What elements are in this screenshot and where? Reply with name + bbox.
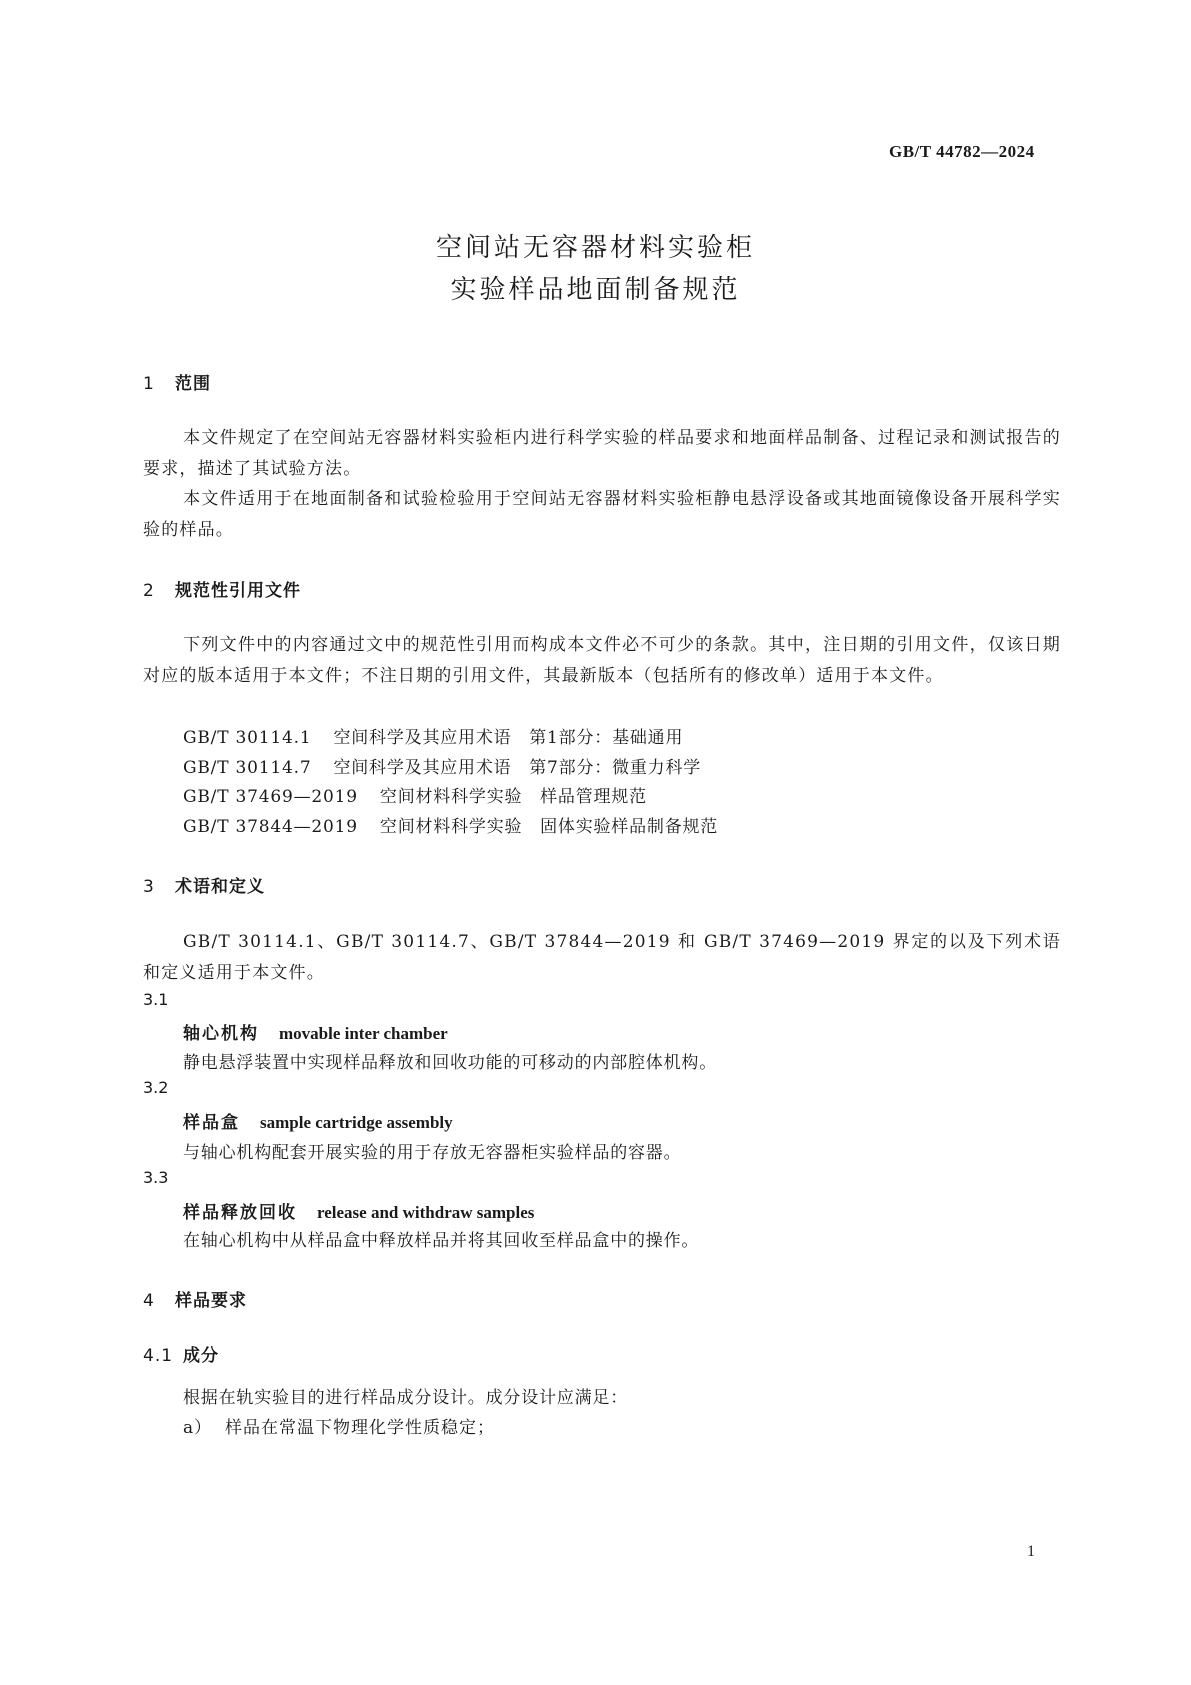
section-4-1-paragraph: 根据在轨实验目的进行样品成分设计。成分设计应满足： [183, 1388, 628, 1408]
subsection-4-1-heading [143, 1341, 219, 1366]
section-3-paragraph-1: GB/T 30114.1、GB/T 30114.7、GB/T 37844—2019 和 GB/T 37469—2019 界定的以及下列术语和定义适用于本文件。 [143, 932, 1061, 983]
section-number: 4 [143, 1291, 155, 1311]
term-definition: 与轴心机构配套开展实验的用于存放无容器柜实验样品的容器。 [183, 1143, 682, 1163]
term-definition: 静电悬浮装置中实现样品释放和回收功能的可移动的内部腔体机构。 [183, 1053, 717, 1073]
section-number: 2 [143, 581, 155, 601]
reference-item: GB/T 30114.7 空间科学及其应用术语 第7部分：微重力科学 [183, 758, 702, 778]
section-4-heading [143, 1286, 247, 1311]
reference-item: GB/T 37844—2019 空间材料科学实验 固体实验样品制备规范 [183, 817, 719, 837]
page-number: 1 [1027, 1543, 1035, 1560]
subsection-number: 4.1 [143, 1346, 174, 1366]
standard-code: GB/T 44782—2024 [889, 142, 1035, 161]
reference-item: GB/T 30114.1 空间科学及其应用术语 第1部分：基础通用 [183, 728, 684, 748]
list-item: a） 样品在常温下物理化学性质稳定； [183, 1418, 495, 1438]
section-2-paragraph-1: 下列文件中的内容通过文中的规范性引用而构成本文件必不可少的条款。其中，注日期的引用文件，仅该日期对应的版本适用于本文件；不注日期的引用文件，其最新版本（包括所有的修改单）适用于本文件。 [143, 635, 1061, 686]
section-2-heading [143, 576, 301, 601]
section-3-heading [143, 872, 265, 897]
section-number: 3 [143, 877, 155, 897]
section-1-paragraph-1: 本文件规定了在空间站无容器材料实验柜内进行科学实验的样品要求和地面样品制备、过程记录和测试报告的要求，描述了其试验方法。 [143, 428, 1061, 479]
section-title: 规范性引用文件 [175, 581, 301, 601]
section-1-paragraph-2: 本文件适用于在地面制备和试验检验用于空间站无容器材料实验柜静电悬浮设备或其地面镜像设备开展科学实验的样品。 [143, 489, 1061, 540]
section-title: 样品要求 [175, 1291, 247, 1311]
section-number: 1 [143, 374, 155, 394]
section-1-heading [143, 369, 211, 394]
term-number: 3.1 [143, 990, 169, 1009]
term-number: 3.3 [143, 1168, 169, 1187]
document-title-line1: 空间站无容器材料实验柜 [435, 233, 755, 263]
subsection-title: 成分 [183, 1346, 219, 1366]
term-heading: 轴心机构 movable inter chamber [183, 1024, 448, 1044]
term-number: 3.2 [143, 1078, 169, 1097]
term-heading: 样品释放回收 release and withdraw samples [183, 1203, 535, 1223]
term-heading: 样品盒 sample cartridge assembly [183, 1113, 453, 1133]
section-title: 范围 [175, 374, 211, 394]
section-title: 术语和定义 [175, 877, 265, 897]
term-definition: 在轴心机构中从样品盒中释放样品并将其回收至样品盒中的操作。 [183, 1231, 700, 1251]
document-title-line2: 实验样品地面制备规范 [450, 275, 741, 305]
reference-item: GB/T 37469—2019 空间材料科学实验 样品管理规范 [183, 787, 647, 807]
